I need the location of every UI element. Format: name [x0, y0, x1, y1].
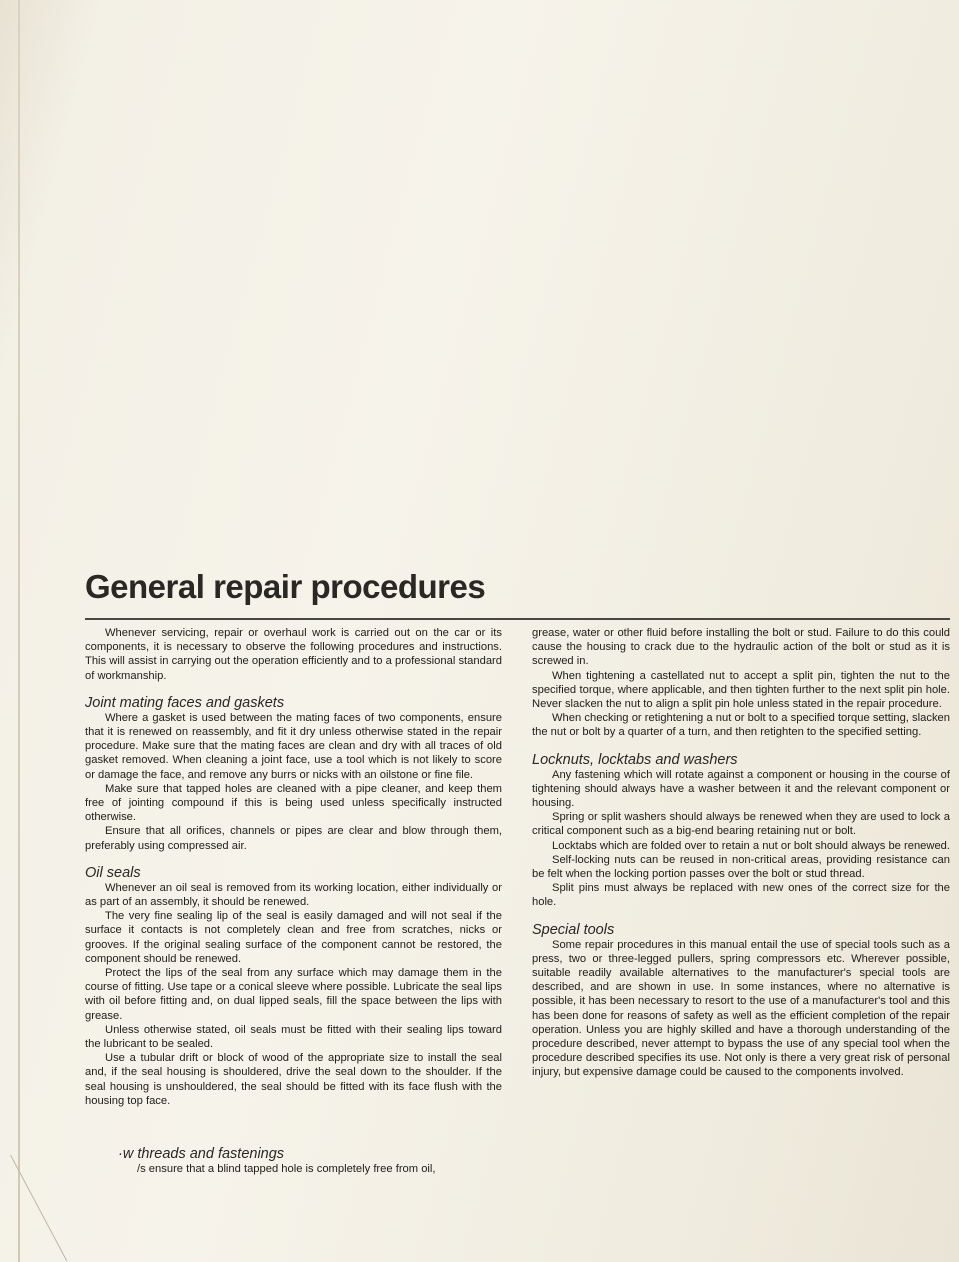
- paragraph: Whenever servicing, repair or overhaul work is carried out on the car or its components, it is necessary to observe the following procedures and instructions. This will assist in carrying out the operation efficiently and to a professional standard of workmanship.: [85, 627, 502, 682]
- paragraph: Make sure that tapped holes are cleaned with a pipe cleaner, and keep them free of jointing compound if this is being used unless specifically instructed otherwise.: [85, 782, 502, 824]
- left-column: [85, 626, 502, 1176]
- section-heading: ·w threads and fastenings: [118, 1146, 285, 1163]
- section-heading: Locknuts, locktabs and washers: [532, 751, 738, 768]
- paragraph: Self-locking nuts can be reused in non-critical areas, providing resistance can be felt when the locking portion passes over the bolt or stud thread.: [532, 853, 950, 881]
- page-title: General repair procedures: [85, 568, 486, 605]
- paragraph: Ensure that all orifices, channels or pipes are clear and blow through them, preferably using compressed air.: [85, 825, 502, 852]
- paragraph: When checking or retightening a nut or bolt to a specified torque setting, slacken the nut or bolt by a quarter of a turn, and then retighten to the specified setting.: [532, 712, 950, 739]
- paragraph: Use a tubular drift or block of wood of the appropriate size to install the seal and, if the seal housing is shouldered, drive the seal down to the shoulder. If the seal housing is unshouldered, the seal should be fitted with its face flush with the housing top face.: [85, 1052, 502, 1107]
- paragraph: Protect the lips of the seal from any surface which may damage them in the course of fitting. Use tape or a conical sleeve where possible. Lubricate the seal lips with oil before fitting and, on dual lipped seals, fill the space between the lips with grease.: [85, 967, 502, 1022]
- spacer: [532, 910, 950, 922]
- paragraph: Whenever an oil seal is removed from its working location, either individually or as part of an assembly, it should be renewed.: [85, 881, 502, 909]
- paragraph: grease, water or other fluid before installing the bolt or stud. Failure to do this could cause the housing to crack due to the hydraulic action of the bolt or stud as it is screwed in.: [532, 627, 950, 668]
- paragraph: Split pins must always be replaced with new ones of the correct size for the hole.: [532, 882, 950, 909]
- section-heading: Special tools: [532, 921, 615, 938]
- spacer: [532, 740, 950, 752]
- paragraph: Any fastening which will rotate against a component or housing in the course of tightening should always have a washer between it and the relevant component or housing.: [532, 768, 950, 810]
- paragraph: Unless otherwise stated, oil seals must be fitted with their sealing lips toward the lubricant to be sealed.: [85, 1023, 502, 1051]
- section-heading: Oil seals: [85, 864, 141, 881]
- paragraph: Where a gasket is used between the mating faces of two components, ensure that it is renewed on reassembly, and fit it dry unless otherwise stated in the repair procedure. Make sure that the mating faces are clean and dry with all traces of old gasket removed. When cleaning a joint face, use a tool which is not likely to score or damage the face, and remove any burrs or nicks with an oilstone or fine file.: [85, 711, 502, 781]
- right-column: [532, 626, 950, 1080]
- spacer: [85, 683, 502, 695]
- paragraph: When tightening a castellated nut to accept a split pin, tighten the nut to the specified torque, where applicable, and then tighten further to the next split pin hole. Never slacken the nut to align a split pin hole unless stated in the repair procedure.: [532, 669, 950, 711]
- paragraph: Some repair procedures in this manual entail the use of special tools such as a press, two or three-legged pullers, spring compressors etc. Wherever possible, suitable readily available alternatives to the manufacturer's special tools are described, and are shown in use. In some instances, where no alternative is possible, it has been necessary to resort to the use of a manufacturer's tool and this has been done for reasons of safety as well as the efficient completion of the repair operation. Unless you are highly skilled and have a thorough understanding of the procedure described, never attempt to bypass the use of any special tool when the procedure described specifies its use. Not only is there a very great risk of personal injury, but expensive damage could be caused to the components involved.: [532, 938, 950, 1079]
- paragraph: Locktabs which are folded over to retain a nut or bolt should always be renewed.: [552, 839, 951, 852]
- title-rule: [85, 618, 950, 620]
- paragraph: Spring or split washers should always be renewed when they are used to lock a critical component such as a big-end bearing retaining nut or bolt.: [532, 811, 950, 838]
- paragraph: The very fine sealing lip of the seal is easily damaged and will not seal if the surface it contacts is not completely clean and free from scratches, nicks or grooves. If the original sealing surface of the component cannot be restored, the component should be renewed.: [85, 910, 502, 965]
- page-edge: [18, 0, 20, 1262]
- spacer: [85, 1108, 502, 1146]
- paragraph: /s ensure that a blind tapped hole is completely free from oil,: [137, 1163, 436, 1176]
- section-heading: Joint mating faces and gaskets: [85, 694, 285, 711]
- spacer: [85, 853, 502, 865]
